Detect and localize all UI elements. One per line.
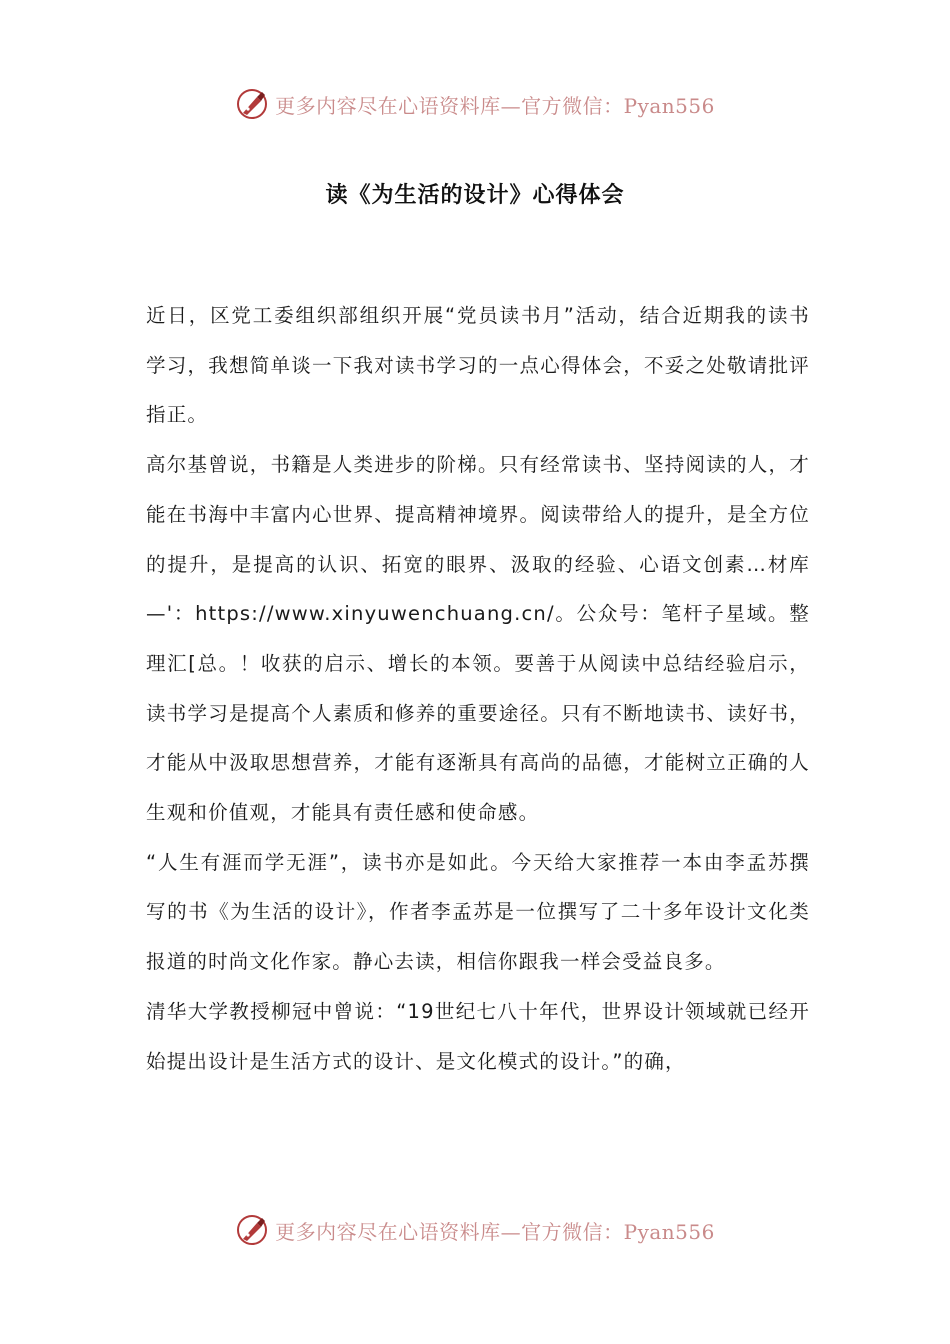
banner-text: 更多内容尽在心语资料库—官方微信：Pyan556 <box>275 1219 715 1244</box>
footer-watermark-banner <box>0 1208 950 1252</box>
paragraph: 近日，区党工委组织部组织开展“党员读书月”活动，结合近期我的读书学习，我想简单谈一下我对读书学习的一点心得体会，不妥之处敬请批评指正。 <box>146 304 810 427</box>
header-watermark-banner <box>0 82 950 126</box>
document-title: 读《为生活的设计》心得体会 <box>325 183 625 208</box>
paragraph: “人生有涯而学无涯”，读书亦是如此。今天给大家推荐一本由李孟苏撰写的书《为生活的设计》，作者李孟苏是一位撰写了二十多年设计文化类报道的时尚文化作家。静心去读，相信你跟我一样会受益良多。 <box>146 850 810 974</box>
pen-nib-logo-icon <box>235 87 269 121</box>
pen-nib-logo-icon <box>235 1213 269 1247</box>
document-body <box>146 291 810 1086</box>
paragraph: 高尔基曾说，书籍是人类进步的阶梯。只有经常读书、坚持阅读的人，才能在书海中丰富内心世界、提高精神境界。阅读带给人的提升，是全方位的提升，是提高的认识、拓宽的眼界、汲取的经验、心语文创素…材库—'：https://www.xinyuwenchuang.cn/。公众号：笔杆子星域。整理汇[总。！收获的启示、增长的本领。要善于从阅读中总结经验启示，读书学习是提高个人素质和修养的重要途径。只有不断地读书、读好书，才能从中汲取思想营养，才能有逐渐具有高尚的品德，才能树立正确的人生观和价值观，才能具有责任感和使命感。 <box>146 453 810 825</box>
banner-text: 更多内容尽在心语资料库—官方微信：Pyan556 <box>275 93 715 118</box>
paragraph: 清华大学教授柳冠中曾说：“19世纪七八十年代，世界设计领域就已经开始提出设计是生活方式的设计、是文化模式的设计。”的确， <box>146 999 810 1073</box>
